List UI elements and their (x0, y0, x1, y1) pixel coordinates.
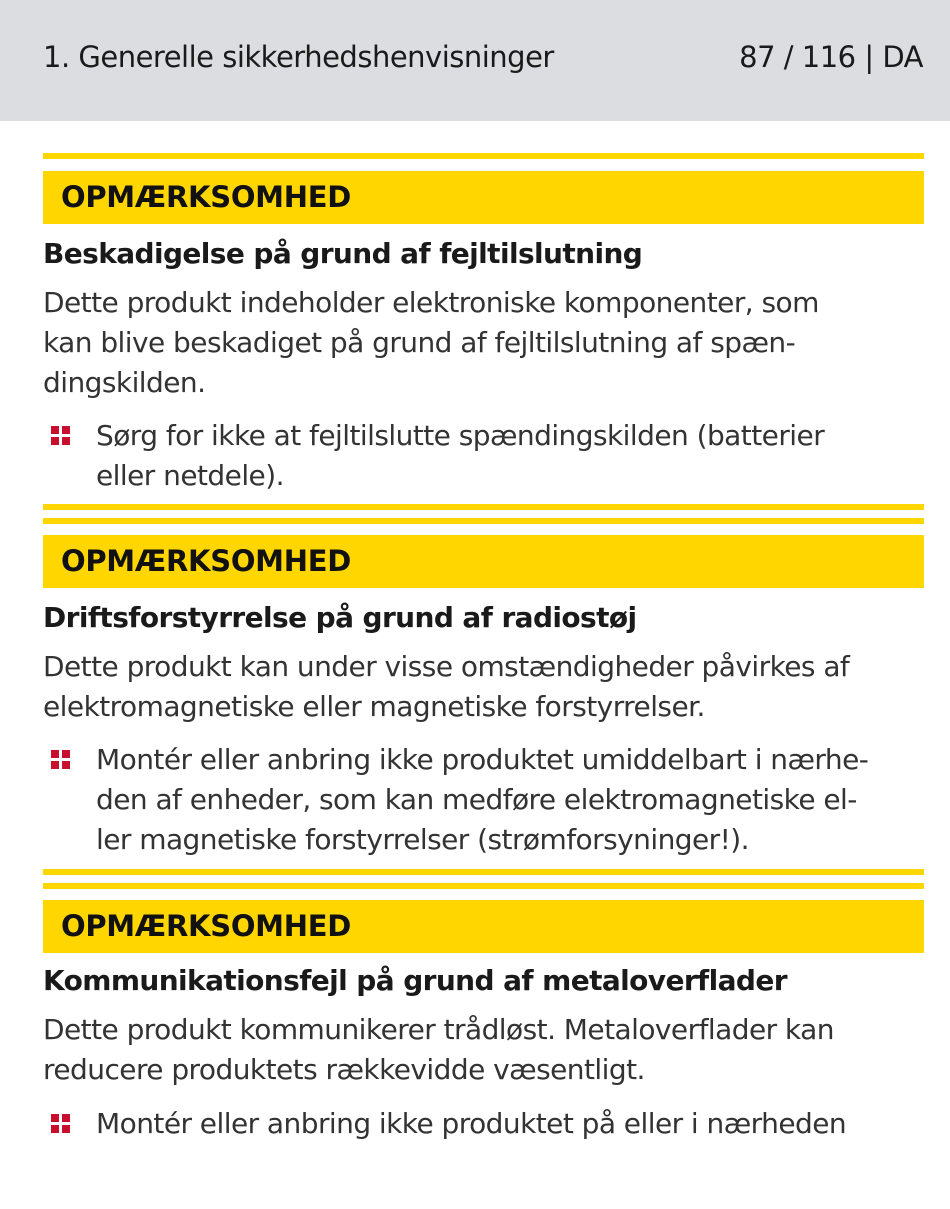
notice-instruction-line: Montér eller anbring ikke produktet på eller i nærheden (96, 1107, 847, 1140)
notice-label: OPMÆRKSOMHED (61, 180, 351, 214)
notice-divider-rule (43, 869, 924, 875)
notice-body (43, 283, 924, 403)
notice-body-line: dingskilden. (43, 366, 206, 399)
notice-label: OPMÆRKSOMHED (61, 544, 351, 578)
notice-body (43, 647, 924, 727)
notice-heading: Driftsforstyrrelse på grund af radiostøj (43, 601, 637, 634)
notice-body-line: kan blive beskadiget på grund af fejltilslutning af spæn- (43, 326, 796, 359)
page-number: 87 / 116 | DA (739, 40, 923, 74)
notice-instruction-line: Montér eller anbring ikke produktet umiddelbart i nærhe- (96, 743, 869, 776)
notice-top-rule (43, 518, 924, 524)
notice-instruction-line: eller netdele). (96, 459, 284, 492)
notice-instruction-line: den af enheder, som kan medføre elektromagnetiske el- (96, 783, 857, 816)
notice-instruction-text (96, 1104, 846, 1144)
notice-heading: Beskadigelse på grund af fejltilslutning (43, 237, 643, 270)
notice-instruction-text (96, 416, 824, 496)
notice-instruction-line: Sørg for ikke at fejltilslutte spændingskilden (batterier (96, 419, 825, 452)
notice-body-line: Dette produkt kan under visse omstændigheder påvirkes af (43, 650, 850, 683)
notice-body-line: reducere produktets rækkevidde væsentligt. (43, 1053, 645, 1086)
notice-instruction-text (96, 740, 868, 860)
notice-label-bar (43, 900, 924, 953)
notice-top-rule (43, 883, 924, 889)
red-grid-square-icon (51, 426, 71, 446)
section-title: 1. Generelle sikkerhedshenvisninger (43, 40, 554, 74)
notice-label-bar (43, 535, 924, 588)
notice-label-bar (43, 171, 924, 224)
notice-top-rule (43, 153, 924, 159)
notice-body-line: Dette produkt kommunikerer trådløst. Metaloverflader kan (43, 1013, 834, 1046)
notice-label: OPMÆRKSOMHED (61, 909, 351, 943)
notice-instruction-line: ler magnetiske forstyrrelser (strømforsyninger!). (96, 823, 750, 856)
notice-body (43, 1010, 924, 1090)
red-grid-square-icon (51, 750, 71, 770)
red-grid-square-icon (51, 1114, 71, 1134)
notice-heading: Kommunikationsfejl på grund af metaloverflader (43, 964, 787, 997)
notice-divider-rule (43, 504, 924, 510)
notice-body-line: elektromagnetiske eller magnetiske forstyrrelser. (43, 690, 705, 723)
page-header (0, 0, 950, 121)
notice-body-line: Dette produkt indeholder elektroniske komponenter, som (43, 286, 819, 319)
